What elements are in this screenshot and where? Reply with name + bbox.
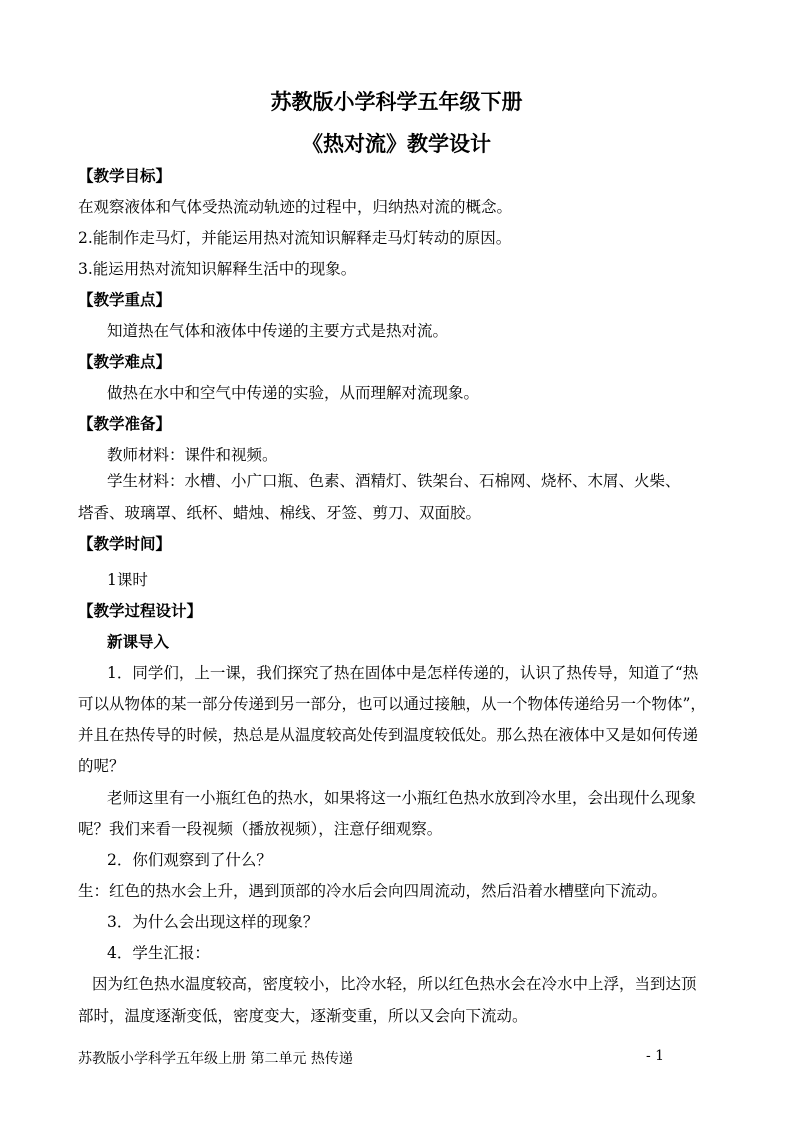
prep-heading: 【教学准备】 [78, 414, 172, 433]
process-p1-line-4: 的呢？ [78, 757, 125, 775]
difficulty-heading: 【教学难点】 [78, 352, 172, 371]
prep-student-line-2: 塔香、玻璃罩、纸杯、蜡烛、棉线、牙签、剪刀、双面胶。 [78, 504, 482, 522]
process-p1-line-1: 1．同学们，上一课，我们探究了热在固体中是怎样传递的，认识了热传导，知道了“热 [107, 664, 699, 682]
goal-item-3: 3.能运用热对流知识解释生活中的现象。 [78, 260, 357, 278]
process-heading: 【教学过程设计】 [78, 601, 203, 620]
process-subheading: 新课导入 [107, 632, 170, 651]
prep-teacher: 教师材料：课件和视频。 [107, 446, 278, 464]
goal-item-1: 在观察液体和气体受热流动轨迹的过程中，归纳热对流的概念。 [78, 198, 513, 216]
process-p6: 4．学生汇报： [107, 944, 210, 962]
time-text: 1课时 [107, 571, 148, 589]
process-p4: 生：红色的热水会上升，遇到顶部的冷水后会向四周流动，然后沿着水槽壁向下流动。 [78, 882, 668, 900]
process-p3: 2．你们观察到了什么？ [107, 851, 272, 869]
process-p2-line-2: 呢？我们来看一段视频（播放视频），注意仔细观察。 [78, 820, 443, 838]
process-p7-line-2: 部时，温度逐渐变低，密度变大，逐渐变重，所以又会向下流动。 [78, 1007, 528, 1025]
difficulty-text: 做热在水中和空气中传递的实验，从而理解对流现象。 [107, 384, 480, 402]
key-text: 知道热在气体和液体中传递的主要方式是热对流。 [107, 322, 449, 340]
process-p5: 3．为什么会出现这样的现象？ [107, 913, 319, 931]
goals-heading: 【教学目标】 [78, 166, 172, 185]
prep-student-line-1: 学生材料：水槽、小广口瓶、色素、酒精灯、铁架台、石棉网、烧杯、木屑、火柴、 [107, 472, 681, 490]
key-heading: 【教学重点】 [78, 290, 172, 309]
document-subtitle: 《热对流》教学设计 [302, 131, 491, 156]
document-title: 苏教版小学科学五年级下册 [270, 89, 523, 114]
process-p1-line-3: 并且在热传导的时候，热总是从温度较高处传到温度较低处。那么热在液体中又是如何传递 [78, 726, 699, 744]
process-p1-line-2: 可以从物体的某一部分传递到另一部分，也可以通过接触，从一个物体传递给另一个物体”， [78, 695, 706, 713]
process-p7-line-1: 因为红色热水温度较高，密度较小，比冷水轻，所以红色热水会在冷水中上浮，当到达顶 [92, 975, 697, 993]
time-heading: 【教学时间】 [78, 534, 172, 553]
process-p2-line-1: 老师这里有一小瓶红色的热水，如果将这一小瓶红色热水放到冷水里，会出现什么现象 [107, 789, 697, 807]
page-number: - 1 [646, 1048, 665, 1064]
footer-text: 苏教版小学科学五年级上册 第二单元 热传递 [78, 1051, 353, 1067]
goal-item-2: 2.能制作走马灯，并能运用热对流知识解释走马灯转动的原因。 [78, 229, 512, 247]
